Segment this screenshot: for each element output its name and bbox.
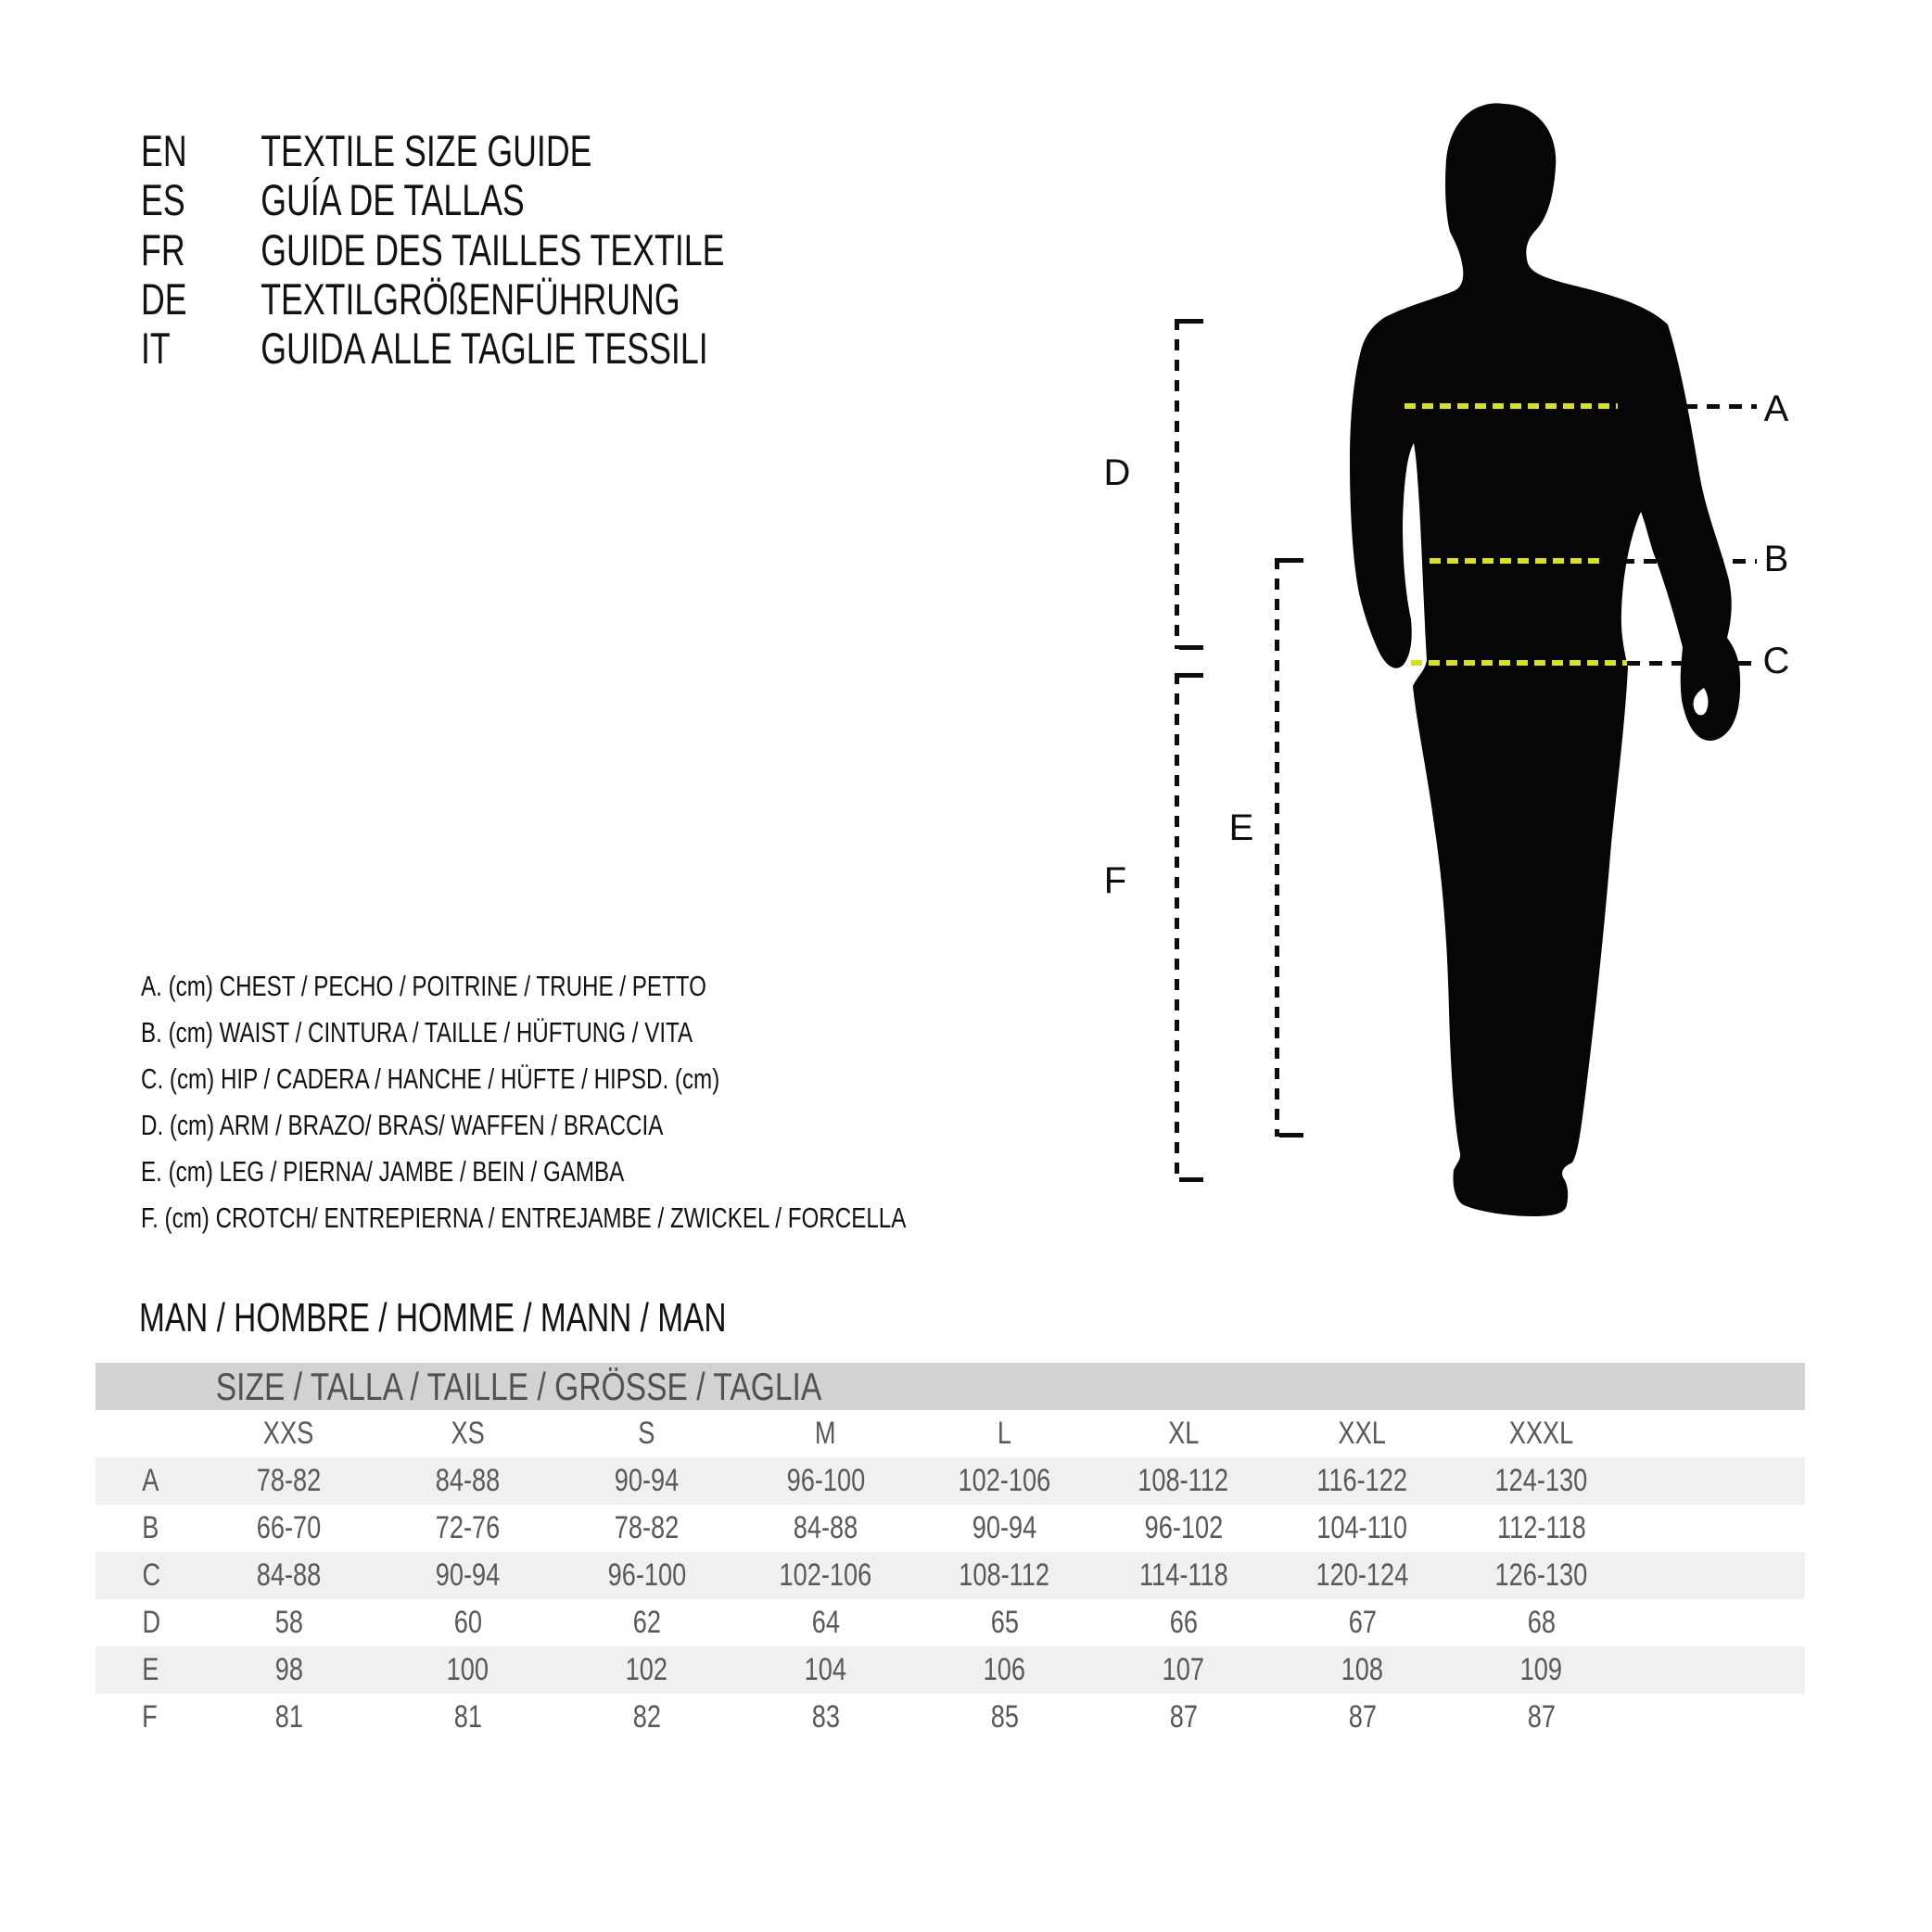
guide-title: TEXTILGRÖßENFÜHRUNG <box>261 274 680 324</box>
table-row-leg <box>95 1646 1805 1694</box>
table-size-header-row <box>95 1410 1805 1457</box>
table-row-crotch <box>95 1694 1805 1741</box>
size-cell: 104-110 <box>1316 1510 1408 1545</box>
col-header-xxs: XXS <box>263 1416 314 1451</box>
size-cell: 81 <box>274 1699 303 1735</box>
filler-cell <box>1631 1505 1805 1552</box>
table-row-waist <box>95 1505 1805 1552</box>
row-label: D <box>142 1605 161 1640</box>
size-cell: 102 <box>557 1646 736 1694</box>
size-cell: 62 <box>632 1605 661 1640</box>
table-row-hip <box>95 1552 1805 1599</box>
size-cell: 104 <box>736 1646 915 1694</box>
size-cell: 78-82 <box>199 1457 378 1505</box>
title-row-es <box>141 175 645 225</box>
table-row-chest <box>95 1457 1805 1505</box>
size-cell: 68 <box>1527 1605 1556 1640</box>
size-cell: 83 <box>811 1699 840 1735</box>
size-cell: 66-70 <box>256 1510 322 1545</box>
size-cell: 96-100 <box>557 1552 736 1599</box>
legend-item-crotch: F. (cm) CROTCH/ ENTREPIERNA / ENTREJAMBE / ZWICKEL / FORCELLA <box>141 1201 907 1234</box>
row-label: B <box>142 1510 159 1545</box>
size-cell: 58 <box>274 1605 303 1640</box>
gender-heading: MAN / HOMBRE / HOMME / MANN / MAN <box>139 1295 727 1341</box>
size-cell: 112-118 <box>1496 1510 1586 1545</box>
row-label: F <box>142 1699 158 1735</box>
size-cell: 108-112 <box>915 1552 1094 1599</box>
filler-cell <box>1631 1457 1805 1505</box>
col-header-s: S <box>638 1416 655 1451</box>
size-cell: 66 <box>1169 1605 1198 1640</box>
size-cell: 100 <box>378 1646 557 1694</box>
legend-item-waist: B. (cm) WAIST / CINTURA / TAILLE / HÜFTUNG / VITA <box>141 1016 693 1049</box>
size-table <box>95 1363 1805 1741</box>
title-row-en <box>141 126 734 176</box>
language-code: EN <box>141 126 187 175</box>
size-cell: 64 <box>811 1605 840 1640</box>
callout-label-hip: C <box>1762 641 1790 681</box>
table-title-row <box>95 1363 1805 1410</box>
size-cell: 96-102 <box>1144 1510 1223 1545</box>
size-cell: 67 <box>1348 1605 1377 1640</box>
col-header-xl: XL <box>1167 1416 1200 1451</box>
guide-title: TEXTILE SIZE GUIDE <box>261 126 592 175</box>
guide-title: GUÍA DE TALLAS <box>261 175 525 224</box>
row-label: E <box>95 1646 199 1694</box>
language-code: ES <box>141 175 185 224</box>
col-header-m: M <box>815 1416 836 1451</box>
size-cell: 78-82 <box>614 1510 680 1545</box>
callout-label-crotch: F <box>1103 860 1127 901</box>
size-cell: 96-100 <box>736 1457 915 1505</box>
col-header-xxl: XXL <box>1338 1416 1387 1451</box>
table-title-cell: SIZE / TALLA / TAILLE / GRÖSSE / TAGLIA <box>95 1363 1805 1410</box>
legend-item-leg: E. (cm) LEG / PIERNA/ JAMBE / BEIN / GAMBA <box>141 1155 625 1188</box>
guide-title: GUIDE DES TAILLES TEXTILE <box>261 225 725 274</box>
language-code: FR <box>141 225 185 274</box>
size-cell: 116-122 <box>1273 1457 1452 1505</box>
size-cell: 85 <box>990 1699 1019 1735</box>
legend-item-arm: D. (cm) ARM / BRAZO/ BRAS/ WAFFEN / BRACCIA <box>141 1109 664 1141</box>
language-code: DE <box>141 274 187 324</box>
callout-label-chest: A <box>1763 388 1789 429</box>
size-cell: 102-106 <box>915 1457 1094 1505</box>
size-cell: 124-130 <box>1452 1457 1631 1505</box>
size-cell: 102-106 <box>736 1552 915 1599</box>
size-cell: 126-130 <box>1452 1552 1631 1599</box>
callout-label-waist: B <box>1763 539 1789 579</box>
legend-item-chest: A. (cm) CHEST / PECHO / POITRINE / TRUHE / PETTO <box>141 970 706 1002</box>
size-cell: 108 <box>1273 1646 1452 1694</box>
size-cell: 84-88 <box>199 1552 378 1599</box>
size-cell: 90-94 <box>378 1552 557 1599</box>
col-header-xs: XS <box>451 1416 485 1451</box>
waist-measure-line-yellow <box>1430 558 1599 564</box>
table-row-arm <box>95 1599 1805 1646</box>
legend-item-hip: C. (cm) HIP / CADERA / HANCHE / HÜFTE / HIPSD. (cm) <box>141 1062 720 1095</box>
filler-cell <box>1631 1552 1805 1599</box>
hip-measure-line-yellow <box>1411 660 1627 666</box>
title-row-de <box>141 274 850 324</box>
size-cell: 65 <box>990 1605 1019 1640</box>
size-cell: 109 <box>1452 1646 1631 1694</box>
size-cell: 84-88 <box>378 1457 557 1505</box>
size-cell: 108-112 <box>1094 1457 1273 1505</box>
callout-label-leg: E <box>1228 807 1254 848</box>
size-cell: 81 <box>453 1699 482 1735</box>
size-cell: 87 <box>1348 1699 1377 1735</box>
size-cell: 107 <box>1094 1646 1273 1694</box>
col-header-l: L <box>997 1416 1012 1451</box>
size-cell: 72-76 <box>435 1510 501 1545</box>
size-cell: 82 <box>632 1699 661 1735</box>
empty-corner-cell <box>95 1410 199 1457</box>
filler-cell <box>1631 1599 1805 1646</box>
filler-cell <box>1631 1694 1805 1741</box>
title-row-fr <box>141 225 909 275</box>
guide-title: GUIDA ALLE TAGLIE TESSILI <box>261 324 708 373</box>
size-cell: 60 <box>453 1605 482 1640</box>
size-cell: 114-118 <box>1094 1552 1273 1599</box>
col-header-xxxl: XXXL <box>1508 1416 1574 1451</box>
size-cell: 106 <box>915 1646 1094 1694</box>
size-cell: 90-94 <box>972 1510 1037 1545</box>
chest-measure-line-yellow <box>1405 403 1618 409</box>
size-cell: 87 <box>1169 1699 1198 1735</box>
size-cell: 120-124 <box>1273 1552 1452 1599</box>
size-cell: 90-94 <box>557 1457 736 1505</box>
filler-cell <box>1631 1646 1805 1694</box>
filler-cell <box>1631 1410 1805 1457</box>
size-cell: 98 <box>199 1646 378 1694</box>
row-label: A <box>95 1457 199 1505</box>
language-code: IT <box>141 324 171 373</box>
callout-label-arm: D <box>1103 452 1131 493</box>
size-cell: 87 <box>1527 1699 1556 1735</box>
size-cell: 84-88 <box>793 1510 858 1545</box>
row-label: C <box>95 1552 199 1599</box>
title-row-it <box>141 324 887 374</box>
